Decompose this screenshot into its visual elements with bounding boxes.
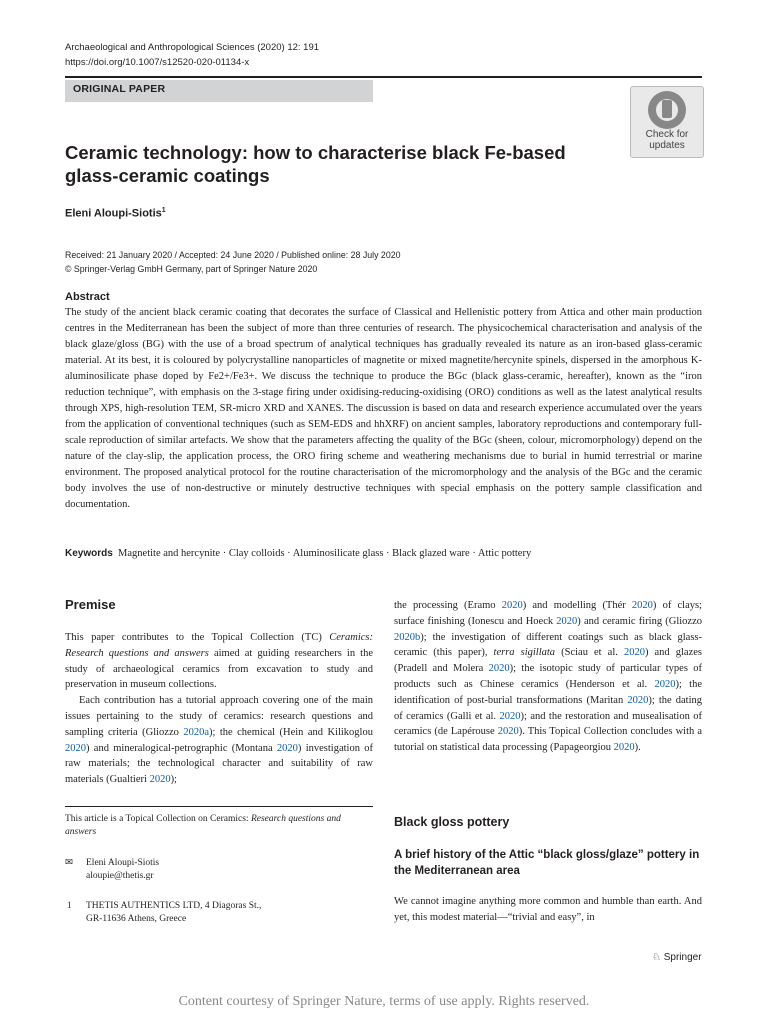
- ref-link[interactable]: 2020: [497, 726, 519, 738]
- ref-link[interactable]: 2020: [623, 647, 645, 659]
- ref-link[interactable]: 2020: [501, 600, 523, 611]
- check-for-updates-badge[interactable]: [630, 86, 704, 158]
- ref-link[interactable]: 2020: [499, 710, 521, 722]
- black-gloss-body: We cannot imagine anything more common and humble than earth. And yet, this modest material—“trivial and easy”, in: [394, 896, 702, 923]
- ref-link[interactable]: 2020: [149, 774, 171, 786]
- envelope-icon: ✉: [65, 858, 73, 868]
- ref-link[interactable]: 2020: [631, 600, 653, 611]
- bookmark-icon: [648, 91, 686, 129]
- keywords: [65, 548, 702, 559]
- premise-paragraph-1: This paper contributes to the Topical Collection (TC) Ceramics: Research questions and answers aimed at guiding researchers in the study of archaeological ceramics from excavation to study and preservation in museum collections.: [65, 632, 373, 691]
- header-rule: [65, 76, 702, 78]
- ref-link[interactable]: 2020: [556, 615, 578, 627]
- article-type-label: ORIGINAL PAPER: [73, 83, 166, 95]
- author-affil-mark: 1: [161, 207, 166, 214]
- copyright-line: © Springer-Verlag GmbH Germany, part of Springer Nature 2020: [65, 264, 318, 274]
- article-dates: [65, 248, 401, 276]
- check-for-updates-label: Check for updates: [645, 129, 689, 151]
- article-title: Ceramic technology: how to characterise black Fe-based glass-ceramic coatings: [65, 142, 566, 186]
- ref-link[interactable]: 2020: [65, 742, 86, 754]
- courtesy-notice: Content courtesy of Springer Nature, terms of use apply. Rights reserved.: [178, 994, 590, 1009]
- ref-link[interactable]: 2020: [488, 663, 510, 675]
- footnote-rule: [65, 806, 373, 807]
- article-type-bar: [65, 80, 373, 102]
- premise-paragraph-2: Each contribution has a tutorial approach covering one of the main issues pertaining to the study of ceramics: research questions and sampling criteria (Gliozzo 2020a); the chemical (Hein and Kilikoglou 2020) and mineralogical-petrographic (Montana 2020) investigation of raw materials; the technological character and suitability of raw materials (Gualtieri 2020);: [65, 695, 373, 786]
- abstract-body: The study of the ancient black ceramic coating that decorates the surface of Classical and Hellenistic pottery from Attica and other main production centres in the Mediterranean has been the subject of more than three centuries of research. The physicochemical characterisation and analysis of the black glaze/gloss (BG) with the use of a broad spectrum of analytical techniques has gradually revealed its nature as an iron-based glass-ceramic material. At its best, it is coloured by polycrystalline nanoparticles of magnetite or mixed magnetite/hercynite spinels, dispersed in the amorphous K-aluminosilicate phase doped by Fe2+/Fe3+. We discuss the technique to produce the BGc (black glass-ceramic, hereafter), known as the “iron reduction technique”, with emphasis on the 3-stage firing under oxidising-reducing-oxidising (ORO) conditions as well as the latest analytical results through XPS, high-resolution TEM, SR-micro XRD and XANES. The discussion is based on data and research experience accumulated over the years from the application of conventional techniques (such as SEM-EDS and hhXRF) on ancient samples, laboratory reproductions and contemporary full-scale reproduction of similar artefacts. We show that the parameters affecting the quality of the BGc (sheen, colour, micromorphology) depend on the nature of the clay-slip, the application process, the ORO firing scheme and weathering mechanisms due to burial in humid terrestrial or marine environment. The proposed analytical protocol for the routine characterisation of the micromorphology and the analysis of the BGc and the ceramic body involves the use of non-destructive or minutely destructive techniques with special emphasis on the pottery sample classification and documentation.: [65, 307, 702, 510]
- springer-horse-icon: ♘: [652, 952, 661, 963]
- author-line[interactable]: [65, 207, 166, 220]
- journal-header: [65, 40, 319, 70]
- ref-link[interactable]: 2020: [613, 742, 635, 754]
- author-name: Eleni Aloupi-Siotis: [65, 207, 162, 220]
- topical-collection-note: This article is a Topical Collection on Ceramics: Research questions and answers: [65, 814, 341, 837]
- black-gloss-subheading: A brief history of the Attic “black gloss/glaze” pottery in the Mediterranean area: [394, 849, 700, 877]
- correspondence-email[interactable]: aloupie@thetis.gr: [86, 871, 154, 881]
- history-dates: Received: 21 January 2020 / Accepted: 24 June 2020 / Published online: 28 July 2020: [65, 250, 401, 260]
- black-gloss-heading: Black gloss pottery: [394, 815, 510, 829]
- ref-link[interactable]: 2020: [654, 678, 676, 690]
- abstract-heading: Abstract: [65, 291, 110, 303]
- doi-link[interactable]: https://doi.org/10.1007/s12520-020-01134-x: [65, 57, 250, 68]
- keywords-label: Keywords: [65, 548, 113, 559]
- ref-link[interactable]: 2020a: [183, 726, 209, 738]
- journal-citation: Archaeological and Anthropological Sciences (2020) 12: 191: [65, 42, 320, 53]
- right-column-text: [394, 598, 702, 756]
- ref-link[interactable]: 2020: [276, 742, 298, 754]
- correspondence-name: Eleni Aloupi-Siotis: [86, 858, 160, 868]
- ref-link[interactable]: 2020: [627, 694, 649, 706]
- publisher-logo: [652, 952, 702, 963]
- ref-link[interactable]: 2020b: [394, 631, 421, 643]
- affiliation-mark: 1: [67, 900, 72, 910]
- collection-paragraph: the processing (Eramo 2020) and modelling (Thér 2020) of clays; surface finishing (Ionescu and Hoeck 2020) and ceramic firing (Gliozzo 2020b); the investigation of different coatings such as black glass-ceramic (this paper), terra sigillata (Sciau et al. 2020) and glazes (Pradell and Molera 2020); the isotopic study of particular types of products such as Chinese ceramics (Henderson et al. 2020); the identification of post-burial transformations (Maritan 2020); the dating of ceramics (Galli et al. 2020); and the restoration and musealisation of ceramics (de Lapérouse 2020). This Topical Collection concludes with a tutorial on statistical data processing (Papageorgiou 2020).: [394, 600, 703, 754]
- keywords-list: Magnetite and hercynite · Clay colloids · Aluminosilicate glass · Black glazed ware · Attic pottery: [118, 548, 532, 559]
- correspondence: [86, 857, 159, 883]
- premise-heading: Premise: [65, 597, 116, 612]
- premise-body: [65, 630, 373, 788]
- publisher-name: Springer: [663, 952, 702, 963]
- affiliation: THETIS AUTHENTICS LTD, 4 Diagoras St., GR-11636 Athens, Greece: [86, 901, 262, 924]
